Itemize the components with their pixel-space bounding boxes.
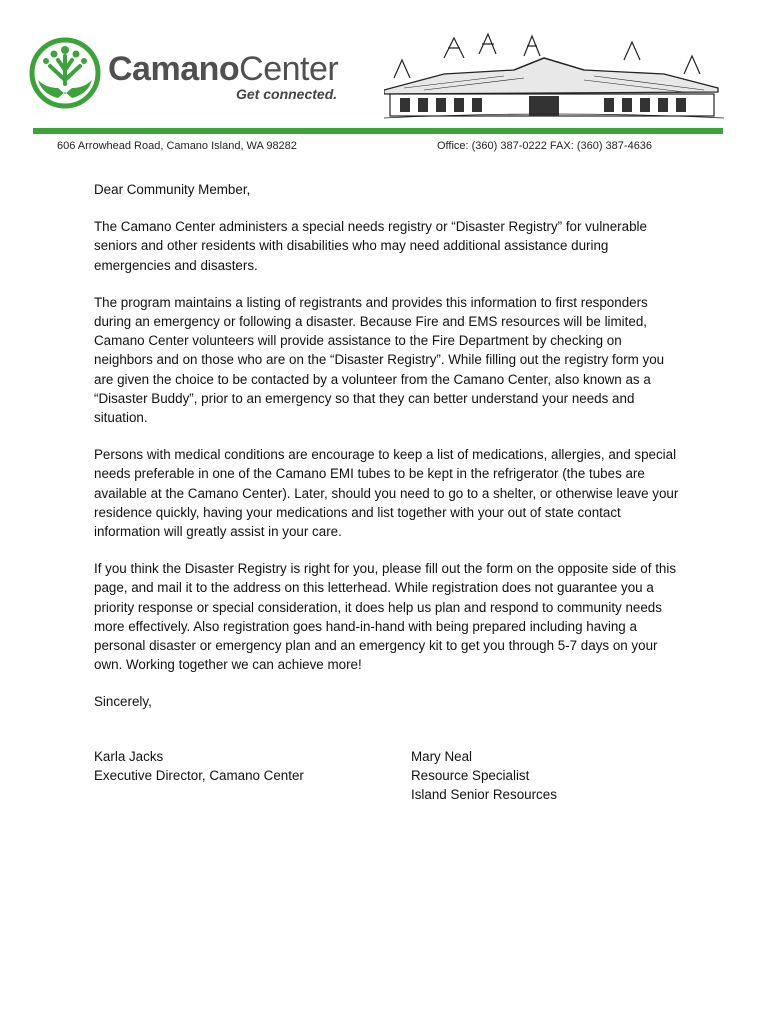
signer-name: Mary Neal — [411, 749, 473, 764]
signer-name: Karla Jacks — [94, 749, 164, 764]
paragraph-2: The program maintains a listing of registrants and provides this information to first responders during an emergency or following a disaster. Because Fire and EMS resources will be limited, Camano Center volunteers will provide assistance to the Fire Department by checking on neighbors and on those who are on the “Disaster Registry”. While filling out the registry form you are given the choice to be contacted by a volunteer from the Camano Center, also known as a “Disaster Buddy”, prior to an emergency so that they can better understand your needs and situation. — [94, 294, 665, 426]
signer-title: Resource Specialist — [411, 768, 530, 784]
header-rule — [33, 128, 723, 134]
letterhead — [0, 0, 770, 152]
brand-second: Center — [239, 50, 339, 88]
closing: Sincerely, — [94, 694, 152, 710]
signer-org: Island Senior Resources — [411, 787, 557, 803]
paragraph-1: The Camano Center administers a special needs registry or “Disaster Registry” for vulnerable seniors and other residents with disabilities who may need additional assistance during emergencies and disasters. — [94, 219, 647, 273]
letter-body — [94, 180, 684, 712]
camano-center-building-illustration — [384, 30, 724, 122]
paragraph-3: Persons with medical conditions are encourage to keep a list of medications, allergies, and special needs preferable in one of the Camano EMI tubes to be kept in the refrigerator (the tubes are available at the Camano Center). Later, should you need to go to a shelter, or otherwise leave your residence quickly, having your medications and list together with your out of state contact information will greatly assist in your care. — [94, 447, 679, 540]
tagline: Get connected. — [236, 86, 338, 102]
brand-name — [108, 52, 338, 86]
salutation: Dear Community Member, — [94, 182, 251, 197]
signer-title: Executive Director, Camano Center — [94, 768, 304, 784]
phone-fax: Office: (360) 387-0222 FAX: (360) 387-4636 — [437, 140, 653, 152]
paragraph-4: If you think the Disaster Registry is right for you, please fill out the form on the opposite side of this page, and mail it to the address on this letterhead. While registration does not guarantee you a priority response or special consideration, it does help us plan and respond to community needs more effectively. Also registration goes hand-in-hand with being prepared including having a personal disaster or emergency plan and an emergency kit to get you through 5-7 days on your own. Working together we can achieve more! — [94, 561, 677, 673]
address: 606 Arrowhead Road, Camano Island, WA 98282 — [57, 140, 297, 152]
signature-mary-neal — [411, 747, 557, 805]
brand-first: Camano — [108, 50, 240, 88]
camano-center-logo-icon — [28, 36, 102, 110]
signature-karla-jacks — [94, 747, 304, 785]
brand-wordmark — [108, 50, 339, 102]
